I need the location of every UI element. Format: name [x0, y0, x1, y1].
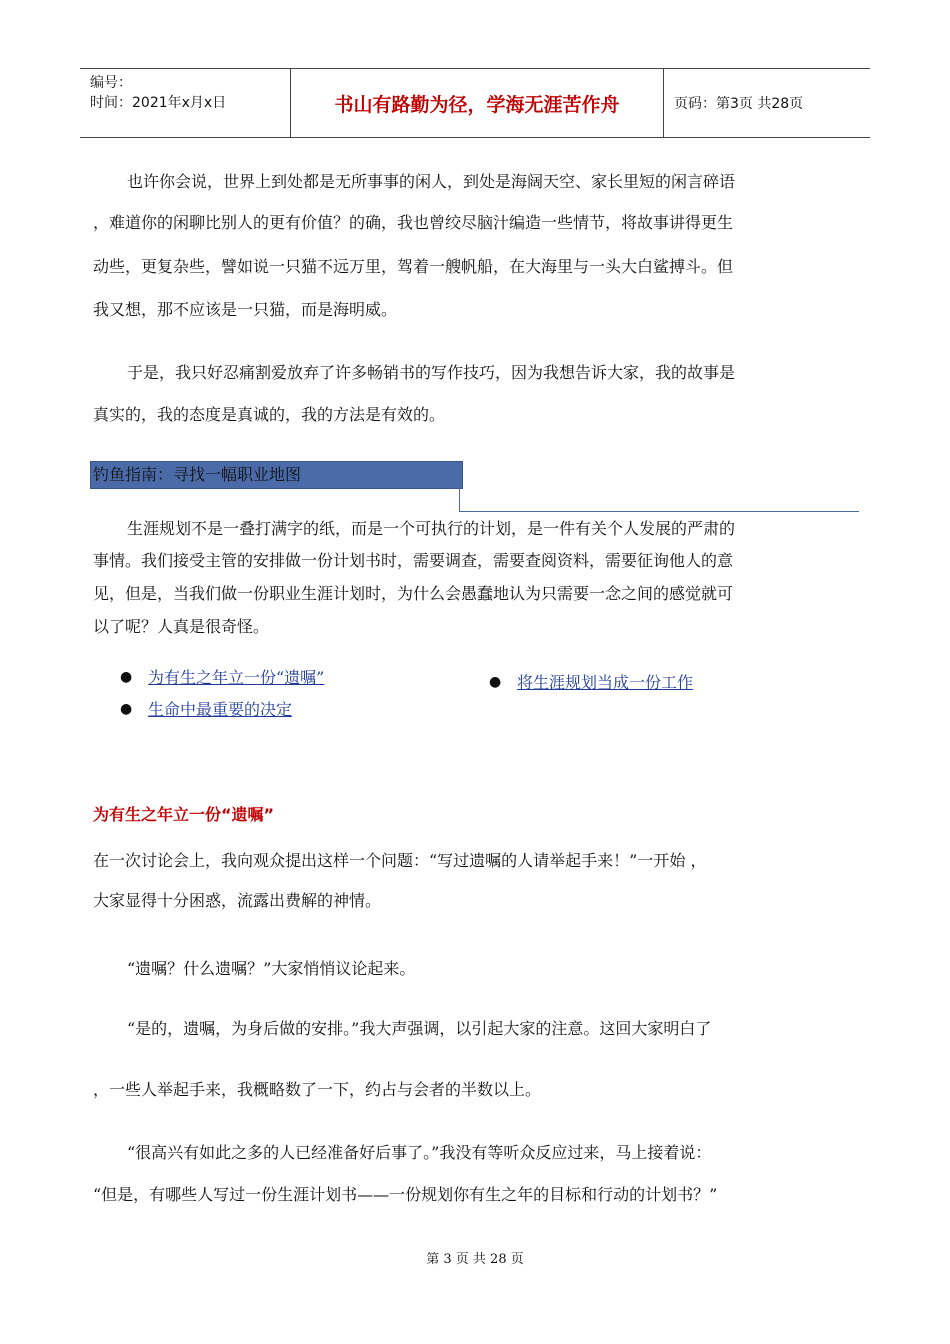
- text-line: 动些，更复杂些，譬如说一只猫不远万里，驾着一艘帆船，在大海里与一头大白鲨搏斗。但: [93, 257, 734, 276]
- text-line: 在一次讨论会上，我向观众提出这样一个问题：“写过遗嘱的人请举起手来！”一开始 ，: [93, 851, 707, 870]
- page-footer: 第 3 页 共 28 页: [426, 1252, 524, 1267]
- section-divider: [459, 487, 460, 511]
- paragraph-1: [93, 168, 858, 196]
- bullet-icon: ●: [489, 673, 502, 690]
- toc-link-career-as-job[interactable]: 将生涯规划当成一份工作: [517, 673, 694, 692]
- doc-date: 时间：2021年x月x日: [90, 95, 227, 111]
- text-line: ，难道你的闲聊比别人的更有价值？的确，我也曾绞尽脑汁编造一些情节，将故事讲得更生: [93, 213, 734, 232]
- text-line: 于是，我只好忍痛割爱放弃了许多畅销书的写作技巧，因为我想告诉大家，我的故事是: [127, 363, 736, 382]
- text-line: 真实的，我的态度是真诚的，我的方法是有效的。: [93, 405, 446, 424]
- text-line: 也许你会说，世界上到处都是无所事事的闲人，到处是海阔天空、家长里短的闲言碎语: [127, 172, 736, 191]
- text-line: 以了呢？人真是很奇怪。: [93, 617, 270, 636]
- doc-number: 编号：: [90, 75, 132, 91]
- header-page-info: 页码：第3页 共28页: [674, 96, 804, 112]
- text-line: 生涯规划不是一叠打满字的纸，而是一个可执行的计划，是一件有关个人发展的严肃的: [127, 519, 736, 538]
- text-line: 我又想，那不应该是一只猫，而是海明威。: [93, 300, 398, 319]
- text-line: 大家显得十分困惑，流露出费解的神情。: [93, 891, 382, 910]
- text-line: “是的，遗嘱，为身后做的安排。”我大声强调，以引起大家的注意。这回大家明白了: [127, 1019, 712, 1038]
- list-item: [120, 697, 292, 720]
- text-line: “但是，有哪些人写过一份生涯计划书——一份规划你有生之年的目标和行动的计划书？”: [93, 1185, 718, 1204]
- toc-link-will[interactable]: 为有生之年立一份“遗嘱”: [148, 668, 325, 687]
- toc-link-important-decision[interactable]: 生命中最重要的决定: [148, 700, 293, 719]
- section-divider: [459, 511, 859, 512]
- page-header: [80, 68, 870, 138]
- list-item: [489, 670, 693, 693]
- text-line: “很高兴有如此之多的人已经准备好后事了。”我没有等听众反应过来，马上接着说：: [127, 1143, 712, 1162]
- text-line: ，一些人举起手来，我概略数了一下，约占与会者的半数以上。: [93, 1080, 542, 1099]
- bullet-icon: ●: [120, 700, 133, 717]
- bullet-icon: ●: [120, 668, 133, 685]
- header-meta: [80, 69, 291, 137]
- subsection-heading: 为有生之年立一份“遗嘱”: [93, 805, 275, 824]
- text-line: 见，但是，当我们做一份职业生涯计划时，为什么会愚蠢地认为只需要一念之间的感觉就可: [93, 584, 734, 603]
- text-line: 事情。我们接受主管的安排做一份计划书时，需要调查，需要查阅资料，需要征询他人的意: [93, 551, 734, 570]
- text-line: “遗嘱？什么遗嘱？”大家悄悄议论起来。: [127, 959, 416, 978]
- section-title: 钓鱼指南：寻找一幅职业地图: [90, 461, 463, 489]
- header-motto: 书山有路勤为径，学海无涯苦作舟: [291, 69, 664, 137]
- list-item: [120, 665, 324, 688]
